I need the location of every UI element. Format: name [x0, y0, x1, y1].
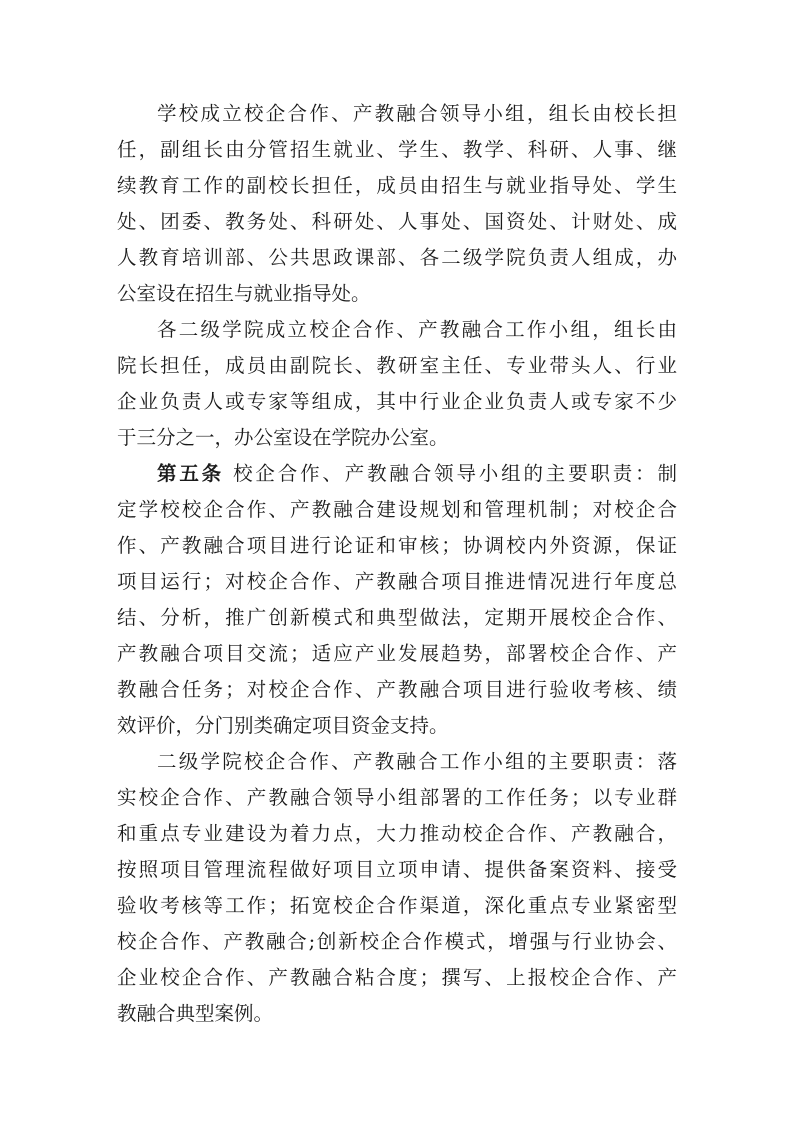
- text-line: 任，副组长由分管招生就业、学生、教学、科研、人事、继: [117, 138, 677, 161]
- text-line: 定学校校企合作、产教融合建设规划和管理机制；对校企合: [117, 498, 677, 521]
- text-line: 实校企合作、产教融合领导小组部署的工作任务；以专业群: [117, 786, 677, 809]
- text-line: 公室设在招生与就业指导处。: [117, 282, 371, 305]
- text-line: 院长担任，成员由副院长、教研室主任、专业带头人、行业: [117, 354, 677, 377]
- text-line: 续教育工作的副校长担任，成员由招生与就业指导处、学生: [117, 174, 677, 197]
- text-line: 效评价，分门别类确定项目资金支持。: [117, 714, 449, 737]
- text-line: 验收考核等工作；拓宽校企合作渠道，深化重点专业紧密型: [117, 894, 677, 917]
- article-label: 第五条: [157, 462, 225, 485]
- text-line: 按照项目管理流程做好项目立项申请、提供备案资料、接受: [117, 858, 677, 881]
- text-line: 校企合作、产教融合;创新校企合作模式，增强与行业协会、: [117, 930, 677, 953]
- text-line: 企业校企合作、产教融合粘合度；撰写、上报校企合作、产: [117, 966, 677, 989]
- text-line: 人教育培训部、公共思政课部、各二级学院负责人组成，办: [117, 246, 677, 269]
- text-line: 项目运行；对校企合作、产教融合项目推进情况进行年度总: [117, 570, 677, 593]
- text-line: 产教融合项目交流；适应产业发展趋势，部署校企合作、产: [117, 642, 677, 665]
- article-first-line: 校企合作、产教融合领导小组的主要职责：制: [233, 462, 677, 485]
- text-line: 教融合典型案例。: [117, 1002, 274, 1025]
- text-line: 二级学院校企合作、产教融合工作小组的主要职责：落: [157, 750, 677, 773]
- text-line: 作、产教融合项目进行论证和审核；协调校内外资源，保证: [117, 534, 677, 557]
- text-line: 于三分之一，办公室设在学院办公室。: [117, 426, 449, 449]
- text-line: 结、分析，推广创新模式和典型做法，定期开展校企合作、: [117, 606, 677, 629]
- text-line: 各二级学院成立校企合作、产教融合工作小组，组长由: [157, 318, 677, 341]
- text-line: 企业负责人或专家等组成，其中行业企业负责人或专家不少: [117, 390, 677, 413]
- text-line: 和重点专业建设为着力点，大力推动校企合作、产教融合，: [117, 822, 677, 845]
- text-line: 学校成立校企合作、产教融合领导小组，组长由校长担: [157, 102, 677, 125]
- text-line: [157, 456, 677, 492]
- text-line: 处、团委、教务处、科研处、人事处、国资处、计财处、成: [117, 210, 677, 233]
- text-line: 教融合任务；对校企合作、产教融合项目进行验收考核、绩: [117, 678, 677, 701]
